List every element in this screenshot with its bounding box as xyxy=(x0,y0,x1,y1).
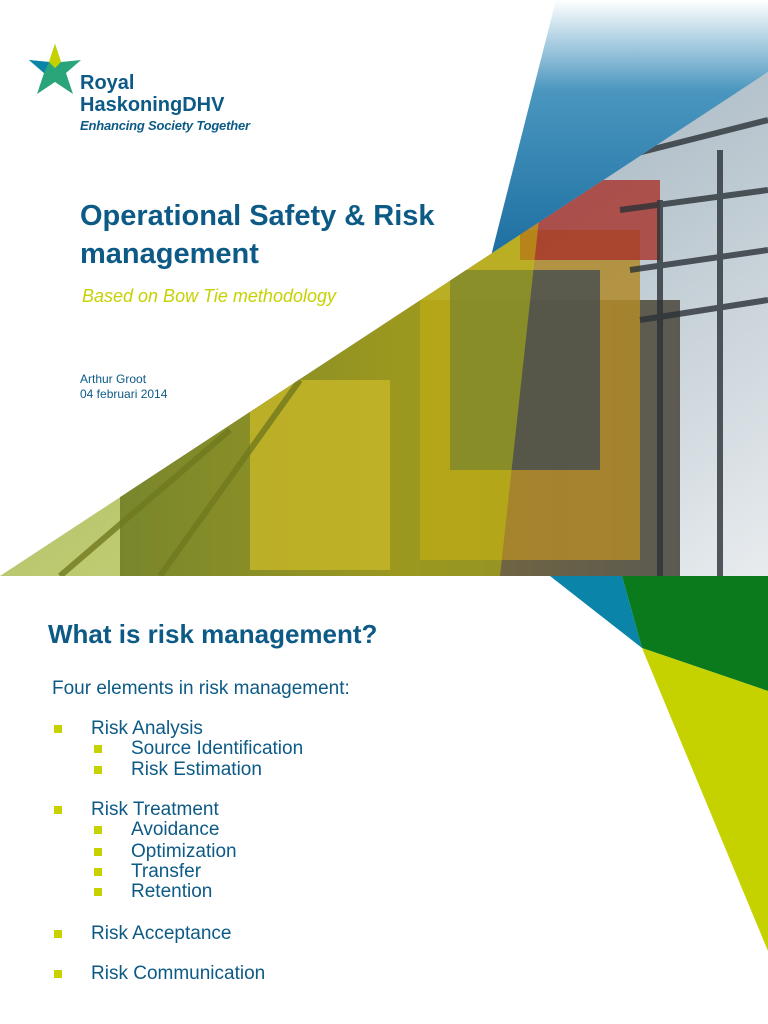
bullet-icon xyxy=(94,868,102,876)
sub-list-item: Source Identification xyxy=(131,738,304,759)
logo-wordmark-name: HaskoningDHV xyxy=(80,94,225,116)
list-item: Risk Communication xyxy=(91,963,266,984)
sub-list-item: Retention xyxy=(131,881,213,902)
bullet-icon xyxy=(94,766,102,774)
author-block xyxy=(80,372,167,402)
star-logo-icon xyxy=(26,42,84,100)
presentation-subtitle: Based on Bow Tie methodology xyxy=(82,286,336,306)
logo-wordmark-royal: Royal xyxy=(80,72,135,94)
sub-list-item: Risk Estimation xyxy=(131,759,262,780)
sub-list-item: Transfer xyxy=(131,861,202,882)
bullet-icon xyxy=(54,930,62,938)
list-item: Risk Acceptance xyxy=(91,923,232,944)
sub-list-item: Optimization xyxy=(131,841,237,862)
list-item: Risk Treatment xyxy=(91,799,219,820)
presentation-title: Operational Safety & Risk management xyxy=(80,200,435,270)
bullet-icon xyxy=(54,970,62,978)
list-item: Risk Analysis xyxy=(91,718,203,739)
sub-list-item: Avoidance xyxy=(131,819,220,840)
author-name: Arthur Groot xyxy=(80,372,147,386)
slide-title: What is risk management? xyxy=(48,619,378,649)
lime-shape xyxy=(642,648,768,951)
bullet-icon xyxy=(94,888,102,896)
bullet-icon xyxy=(94,848,102,856)
slide-intro: Four elements in risk management: xyxy=(52,678,350,699)
bullet-icon xyxy=(94,745,102,753)
logo-tagline: Enhancing Society Together xyxy=(80,118,250,133)
bullet-icon xyxy=(54,725,62,733)
bullet-icon xyxy=(54,806,62,814)
content-slide xyxy=(0,576,768,1024)
presentation-date: 04 februari 2014 xyxy=(80,387,168,401)
bullet-icon xyxy=(94,826,102,834)
